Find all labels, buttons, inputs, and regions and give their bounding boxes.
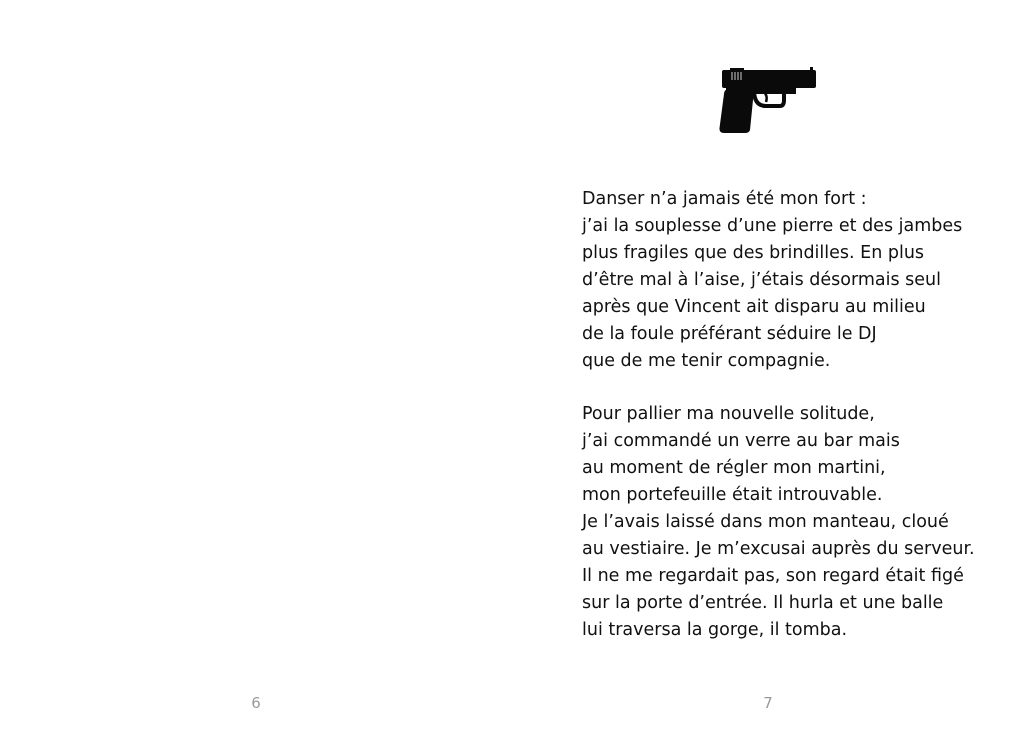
text-line: au moment de régler mon martini, <box>582 458 886 478</box>
text-line: j’ai la souplesse d’une pierre et des jambes <box>582 216 963 236</box>
text-line: Pour pallier ma nouvelle solitude, <box>582 404 875 424</box>
text-line: sur la porte d’entrée. Il hurla et une balle <box>582 593 944 613</box>
story-text <box>582 186 1002 670</box>
text-line: de la foule préférant séduire le DJ <box>582 324 877 344</box>
paragraph <box>582 186 1002 375</box>
text-line: mon portefeuille était introuvable. <box>582 485 883 505</box>
text-line: au vestiaire. Je m’excusai auprès du serveur. <box>582 539 975 559</box>
text-line: Danser n’a jamais été mon fort : <box>582 189 867 209</box>
text-line: j’ai commandé un verre au bar mais <box>582 431 900 451</box>
text-line: lui traversa la gorge, il tomba. <box>582 620 848 640</box>
right-page-number: 7 <box>763 694 773 712</box>
text-line: que de me tenir compagnie. <box>582 351 831 371</box>
paragraph <box>582 401 1002 644</box>
left-page-number: 6 <box>251 694 261 712</box>
pistol-icon <box>718 66 818 134</box>
text-line: Je l’avais laissé dans mon manteau, cloué <box>582 512 949 532</box>
text-line: Il ne me regardait pas, son regard était figé <box>582 566 964 586</box>
text-line: plus fragiles que des brindilles. En plus <box>582 243 925 263</box>
right-page <box>512 0 1024 745</box>
text-line: d’être mal à l’aise, j’étais désormais seul <box>582 270 941 290</box>
text-line: après que Vincent ait disparu au milieu <box>582 297 926 317</box>
